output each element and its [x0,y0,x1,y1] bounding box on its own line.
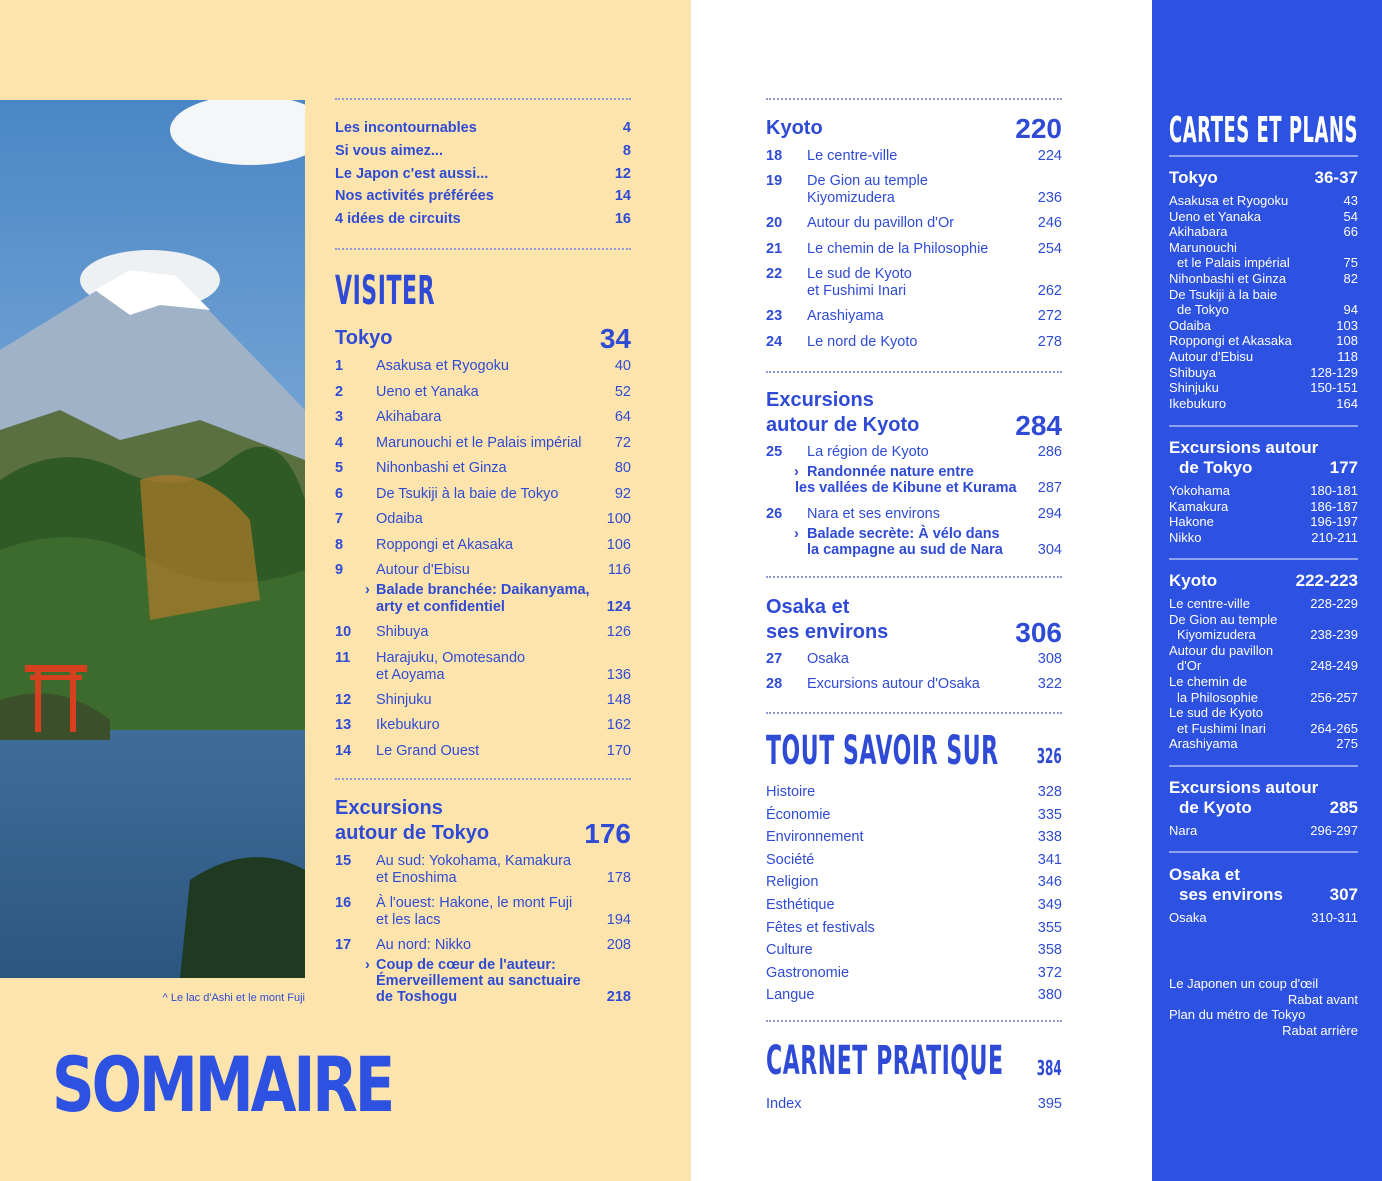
dotted-divider [766,712,1062,714]
maps-entry-page: 228-229 [1310,596,1358,611]
maps-entry-label: Nihonbashi et Ginza [1169,271,1287,286]
maps-section-kyoto[interactable]: Kyoto 222-223 [1169,571,1358,590]
maps-entry-label: Shinjuku [1169,380,1219,396]
dotted-divider [766,371,1062,373]
dotted-divider [335,98,631,100]
section-heading-tout-savoir: TOUT SAVOIR SUR [766,728,999,774]
maps-entry[interactable] [1169,483,1358,499]
mount-fuji-photo [0,100,305,978]
maps-entry-label: et le Palais impérial [1177,255,1290,271]
maps-entry[interactable]: Nara 296-297 [1169,823,1358,838]
maps-entry[interactable] [1169,333,1358,349]
maps-entry-label: Le centre-ville [1169,596,1250,611]
maps-entry[interactable] [1169,674,1358,690]
dotted-divider [766,576,1062,578]
maps-section-excursions-kyoto[interactable]: Excursions autour de Kyoto 285 [1169,778,1358,817]
maps-entry[interactable] [1169,318,1358,334]
maps-entry[interactable]: Osaka 310-311 [1169,910,1358,925]
maps-entry-label: Odaiba [1169,317,1211,333]
toc-section-kyoto[interactable]: Kyoto 220 [766,113,1062,144]
maps-entry-page: 238-239 [1310,627,1358,643]
maps-entry[interactable] [1169,271,1358,287]
divider [1169,155,1358,157]
maps-entry-page: 164 [1336,395,1358,411]
divider [1169,851,1358,853]
maps-entry-label: Roppongi et Akasaka [1169,333,1292,349]
maps-entry[interactable] [1169,255,1358,271]
maps-entry[interactable] [1169,302,1358,318]
maps-entry-page: 128-129 [1310,364,1358,380]
maps-entry-page: 196-197 [1310,514,1358,530]
maps-entry-label: Marunouchi [1169,239,1237,255]
maps-entry-page: 82 [1343,271,1358,286]
footer-line: Rabat arrière [1282,1023,1358,1038]
toc-entry[interactable]: 11 Harajuku, Omotesando et Aoyama 136 [335,650,631,683]
maps-entry[interactable] [1169,643,1358,659]
caret-up-icon: ^ [162,992,171,1004]
maps-entry[interactable] [1169,705,1358,721]
maps-entry[interactable] [1169,209,1358,225]
maps-entry[interactable] [1169,736,1358,752]
maps-entry[interactable] [1169,514,1358,530]
maps-entry-label: Arashiyama [1169,736,1238,752]
toc-section-osaka[interactable]: Osaka et ses environs 306 [766,596,1062,648]
maps-entry-label: Hakone [1169,514,1214,530]
maps-entry-label: Le sud de Kyoto [1169,705,1263,721]
maps-entry[interactable] [1169,721,1358,737]
maps-entry-page: 264-265 [1310,720,1358,736]
toc-section-excursions-tokyo[interactable]: Excursions autour de Tokyo 176 [335,797,631,849]
maps-section-excursions-tokyo[interactable]: Excursions autour de Tokyo 177 [1169,438,1358,477]
maps-entry-page: 54 [1343,208,1358,224]
maps-entry-label: Ikebukuro [1169,395,1227,411]
maps-entry[interactable] [1169,193,1358,209]
section-heading-visiter: VISITER [335,268,436,314]
maps-entry[interactable] [1169,499,1358,515]
maps-entry-page: 118 [1337,349,1358,364]
maps-entry-page: 43 [1343,193,1358,208]
footer-line: Plan du métro de Tokyo [1169,1007,1306,1022]
dotted-divider [766,1020,1062,1022]
maps-entry-page: 248-249 [1310,658,1358,674]
toc-entry[interactable]: 16 À l'ouest: Hakone, le mont Fuji et les lacs 194 [335,895,631,928]
footer-line: Le Japonen un coup d'œil [1169,976,1319,991]
maps-entry[interactable] [1169,349,1358,365]
maps-entry-page: 210-211 [1311,529,1358,545]
maps-entry-label: Ueno et Yanaka [1169,208,1262,224]
maps-entry-page: 180-181 [1310,483,1358,498]
maps-entry[interactable] [1169,627,1358,643]
photo-caption: ^ Le lac d'Ashi et le mont Fuji [162,992,305,1004]
toc-entry[interactable]: 19 De Gion au temple Kiyomizudera 236 [766,173,1062,206]
maps-entry[interactable] [1169,224,1358,240]
maps-entry-page: 108 [1336,333,1358,349]
maps-entry-page: 94 [1343,302,1358,318]
maps-column [1169,110,1358,1050]
dotted-divider [766,98,1062,100]
maps-section-tokyo[interactable]: Tokyo 36-37 [1169,168,1358,187]
chevron-right-icon: › [365,582,370,598]
maps-entry[interactable] [1169,396,1358,412]
toc-sub-entry[interactable]: › Coup de cœur de l'auteur: Émerveillement au sanctuaire de Toshogu 218 [365,957,631,1005]
section-page-number: 384 [1036,1056,1062,1080]
section-heading-cartes: CARTES ET PLANS [1169,110,1358,151]
maps-entry-page: 75 [1343,255,1358,271]
footer-line: Rabat avant [1287,992,1358,1007]
toc-entry[interactable]: 15 Au sud: Yokohama, Kamakura et Enoshima 178 [335,853,631,886]
maps-entry-page: 66 [1343,224,1358,240]
maps-entry-label: Autour du pavillon [1169,642,1274,658]
divider [1169,765,1358,767]
chevron-right-icon: › [794,464,799,480]
maps-entry-label: et Fushimi Inari [1177,720,1266,736]
maps-entry-label: De Gion au temple [1169,611,1278,627]
maps-entry-label: Kamakura [1169,498,1229,514]
page-title: SOMMAIRE [52,1040,393,1129]
maps-entry-label: de Tokyo [1177,302,1229,318]
maps-entry-label: Le chemin de [1169,674,1248,689]
toc-sub-entry[interactable]: › Balade secrète: À vélo dans la campagne au sud de Nara 304 [794,526,1062,558]
toc-section-excursions-kyoto[interactable]: Excursions autour de Kyoto 284 [766,389,1062,441]
maps-entry[interactable] [1169,380,1358,396]
maps-entry-label: Nikko [1169,529,1202,545]
maps-entry-page: 275 [1336,736,1358,752]
maps-entry-label: Shibuya [1169,364,1216,380]
toc-section-tokyo[interactable]: Tokyo 34 [335,323,631,354]
toc-sub-entry[interactable]: › Randonnée nature entre les vallées de Kibune et Kurama 287 [794,464,1062,496]
maps-entry[interactable] [1169,690,1358,706]
maps-entry[interactable] [1169,612,1358,628]
divider [1169,558,1358,560]
maps-entry[interactable] [1169,365,1358,381]
dotted-divider [335,248,631,250]
maps-entry-page: 256-257 [1310,689,1358,705]
maps-entry[interactable] [1169,530,1358,546]
maps-entry[interactable] [1169,287,1358,303]
maps-entry-label: Yokohama [1169,483,1230,498]
maps-entry-label: Akihabara [1169,224,1228,240]
maps-entry-label: Asakusa et Ryogoku [1169,193,1289,208]
maps-entry[interactable] [1169,240,1358,256]
maps-entry-page: 150-151 [1310,380,1358,396]
maps-entry-label: d'Or [1177,658,1202,674]
dotted-divider [335,778,631,780]
section-heading-carnet: CARNET PRATIQUE [766,1038,1004,1084]
toc-column-1: Les incontournables 4 Si vous aimez... 8 Le Japon c'est aussi... 12 Nos activités préférées 14 4 idées de circuits 16 VISITER Tokyo 34 1 Asakusa et Ryogoku 40 2 Ueno et Yanaka 52 3 Akihabara 64 4 Marunouchi et le Palais impérial 72 5 Nihonbashi et Ginza 80 6 De Tsukiji à la baie de Tokyo 92 7 Odaiba 100 8 Roppongi et Akasaka 106 9 Autour d'Ebisu 116 › Balade branchée: Daikanyama, arty et confidentiel 124 10 Shibuya 126 11 Harajuku, Omotesando et Aoyama 136 12 Shinjuku 148 13 Ikebukuro 162 14 Le Grand Ouest 170 Excursions autour de Tokyo 176 15 Au sud: Yokohama, Kamakura et Enoshima 178 16 À l'ouest: Hakone, le mont Fuji et les lacs 194 17 Au nord: Nikko 208 › Coup de cœur de l'auteur: Émerveillement au sanctuaire de Toshogu 218 [335,98,631,1138]
maps-entry-label: De Tsukiji à la baie [1169,286,1278,302]
maps-entry[interactable] [1169,658,1358,674]
chevron-right-icon: › [794,526,799,542]
toc-entry[interactable]: 22 Le sud de Kyoto et Fushimi Inari 262 [766,266,1062,299]
maps-entry-label: Autour d'Ebisu [1169,349,1254,364]
toc-sub-entry[interactable]: › Balade branchée: Daikanyama, arty et confidentiel 124 [365,582,631,615]
maps-section-osaka[interactable]: Osaka et ses environs 307 [1169,865,1358,904]
maps-entry-page: 186-187 [1310,498,1358,514]
divider [1169,425,1358,427]
maps-entry-label: Kiyomizudera [1177,627,1256,643]
section-page-number: 326 [1036,744,1062,768]
chevron-right-icon: › [365,957,370,973]
toc-column-2: Kyoto 220 18 Le centre-ville 224 19 De Gion au temple Kiyomizudera 236 20 Autour du pavillon d'Or 246 21 Le chemin de la Philosophie 254 22 Le sud de Kyoto et Fushimi Inari 262 23 Arashiyama 272 24 Le nord de Kyoto 278 Excursions autour de Kyoto 284 25 La région de Kyoto 286 › Randonnée nature entre les vallées de Kibune et Kurama 287 26 Nara et ses environs 294 › Balade secrète: À vélo dans la campagne au sud de Nara 304 Osaka et ses environs 306 27 Osaka 308 28 Excursions autour d'Osaka 322 TOUT SAVOIR SUR 326 Histoire 328 Économie 335 Environnement 338 Société 341 Religion 346 Esthétique 349 Fêtes et festivals 355 Culture 358 Gastronomie 372 Langue 380 CARNET PRATIQUE 384 Index 395 [766,98,1062,1128]
maps-entry-page: 103 [1336,317,1358,333]
maps-entry[interactable] [1169,596,1358,612]
maps-entry-label: la Philosophie [1177,689,1258,705]
